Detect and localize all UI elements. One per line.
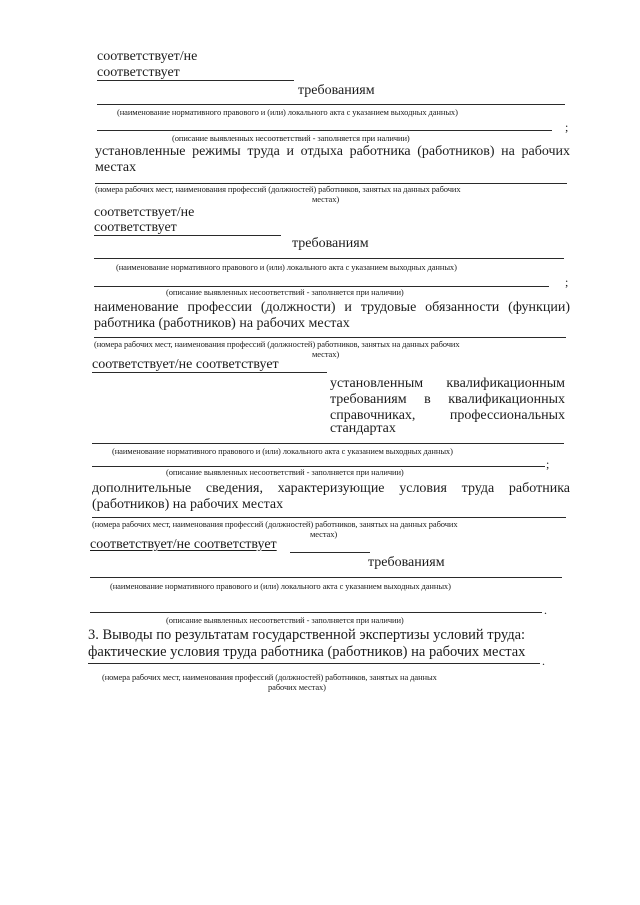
compliance-line-2: соответствует <box>94 220 177 235</box>
caption-act-name: (наименование нормативного правового и (или) локального акта с указанием выходных данных) <box>110 581 451 591</box>
caption-workplaces-1: (номера рабочих мест, наименования профессий (должностей) работников, занятых на данных рабочих <box>95 184 461 194</box>
paragraph-profession-duties: наименование профессии (должности) и трудовые обязанности (функции) работника (работников) на рабочих местах <box>94 300 570 331</box>
fill-line <box>90 577 562 578</box>
qualification-line-3: справочниках, профессиональных <box>330 408 565 423</box>
caption-act-name: (наименование нормативного правового и (или) локального акта с указанием выходных данных) <box>112 446 453 456</box>
compliance-line-2: соответствует <box>97 65 180 80</box>
qualification-line-2: требованиям в квалификационных <box>330 392 565 407</box>
caption-workplaces-2: местах) <box>312 349 340 359</box>
fill-line <box>94 337 566 338</box>
fill-line <box>88 663 540 664</box>
compliance-line-1: соответствует/не <box>94 205 195 220</box>
requirements-label: требованиям <box>368 555 445 570</box>
requirements-label: требованиям <box>292 236 369 251</box>
fill-line <box>290 552 370 553</box>
semicolon: ; <box>565 275 569 289</box>
caption-act-name: (наименование нормативного правового и (или) локального акта с указанием выходных данных) <box>117 107 458 117</box>
period: . <box>542 654 545 668</box>
caption-workplaces-2: местах) <box>310 529 338 539</box>
compliance-line: соответствует/не соответствует <box>90 537 277 552</box>
paragraph-additional-info: дополнительные сведения, характеризующие условия труда работника (работников) на рабочих местах <box>92 481 570 512</box>
caption-workplaces-1: (номера рабочих мест, наименования профессий (должностей) работников, занятых на данных рабочих <box>92 519 458 529</box>
semicolon: ; <box>565 120 569 134</box>
semicolon: ; <box>546 457 550 471</box>
caption-discrepancy: (описание выявленных несоответствий - заполняется при наличии) <box>166 467 404 477</box>
fill-line <box>97 80 294 81</box>
section-3-subheading: фактические условия труда работника (работников) на рабочих местах <box>88 644 526 660</box>
qualification-line-4: стандартах <box>330 421 396 436</box>
caption-discrepancy: (описание выявленных несоответствий - заполняется при наличии) <box>166 287 404 297</box>
fill-line <box>97 104 565 105</box>
fill-line <box>92 372 327 373</box>
fill-line <box>94 258 564 259</box>
section-3-heading: 3. Выводы по результатам государственной экспертизы условий труда: <box>88 627 526 643</box>
period: . <box>544 603 547 617</box>
paragraph-work-rest-regimes: установленные режимы труда и отдыха работника (работников) на рабочих местах <box>95 144 570 175</box>
caption-discrepancy: (описание выявленных несоответствий - заполняется при наличии) <box>172 133 410 143</box>
caption-workplaces-2: рабочих местах) <box>268 682 326 692</box>
compliance-line-1: соответствует/не <box>97 49 198 64</box>
caption-act-name: (наименование нормативного правового и (или) локального акта с указанием выходных данных) <box>116 262 457 272</box>
qualification-line-1: установленным квалификационным <box>330 376 565 391</box>
fill-line <box>97 130 552 131</box>
caption-workplaces-1: (номера рабочих мест, наименования профессий (должностей) работников, занятых на данных <box>102 672 437 682</box>
fill-line <box>92 443 564 444</box>
requirements-label: требованиям <box>298 83 375 98</box>
caption-workplaces-1: (номера рабочих мест, наименования профессий (должностей) работников, занятых на данных рабочих <box>94 339 460 349</box>
fill-line <box>92 517 566 518</box>
caption-discrepancy: (описание выявленных несоответствий - заполняется при наличии) <box>166 615 404 625</box>
fill-line <box>90 612 542 613</box>
caption-workplaces-2: местах) <box>312 194 340 204</box>
fill-line <box>94 235 281 236</box>
compliance-line: соответствует/не соответствует <box>92 357 279 372</box>
